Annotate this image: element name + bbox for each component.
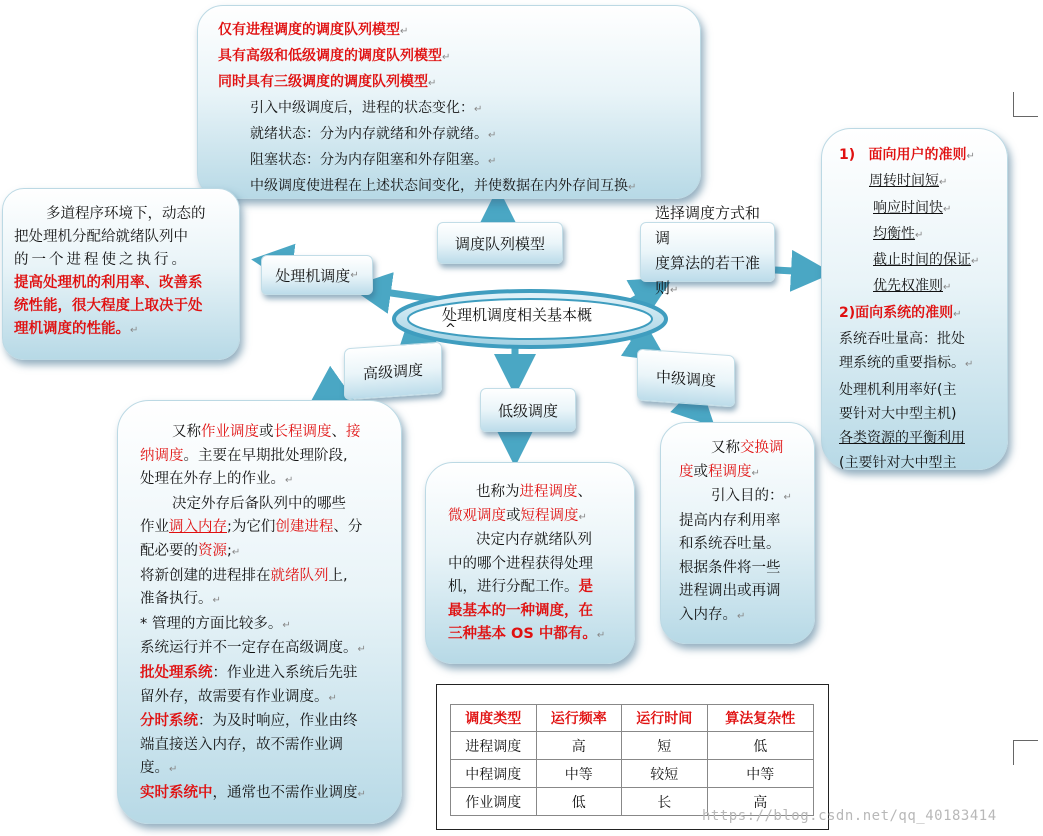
- table-header: 运行频率: [536, 705, 622, 732]
- text-span: 端直接送入内存，故不需作业调: [140, 736, 343, 753]
- text-span: 度: [679, 463, 694, 480]
- text-span: 入内存。: [679, 606, 737, 623]
- text-span: 又称: [172, 424, 201, 440]
- text-span: 留外存，故需要有作业调度。: [140, 688, 329, 705]
- text-span: 决定外存后备队列中的哪些: [172, 495, 346, 512]
- text-span: 、: [577, 484, 592, 500]
- mid-sched-box: 又称交换调 度或程调度↵ 引入目的：↵ 提高内存利用率 和系统吞吐量。 根据条件将一些 进程调出或再调 入内存。↵: [660, 422, 815, 644]
- text-span: 批处理系统: [140, 664, 213, 681]
- list-item: 均衡性: [873, 225, 915, 242]
- comparison-table: [450, 704, 814, 816]
- table-header: 算法复杂性: [707, 705, 814, 732]
- text-span: 调入内存: [169, 519, 227, 536]
- watermark: https://blog.csdn.net/qq_40183414: [702, 808, 997, 824]
- text-span: 微观调度: [448, 507, 506, 524]
- text-span: ;: [227, 542, 232, 559]
- list-item: 响应时间快: [873, 199, 943, 216]
- queue-model-box: 仅有进程调度的调度队列模型↵ 具有高级和低级调度的调度队列模型↵ 同时具有三级调度的调度队列模型↵ 引入中级调度后，进程的状态变化：↵ 就绪状态：分为内存就绪和外存就绪。↵ 阻塞状态：分为内存阻塞和外存阻塞。↵ 中级调度使进程在上述状态间变化，并使数据在内外存间互换↵: [197, 5, 701, 199]
- node-mid[interactable]: 中级调度: [637, 349, 735, 408]
- criteria-box: 1) 面向用户的准则↵ 周转时间短↵ 响应时间快↵ 均衡性↵ 截止时间的保证↵ 优先权准则↵ 2)面向系统的准则↵ 系统吞吐量高：批处 理系统的重要指标。↵ 处理机利用率好(主 要针对大中型主机) 各类资源的平衡利用 (主要针对大中型主: [821, 128, 1008, 470]
- text-line: 系统吞吐量高：批处: [839, 331, 965, 348]
- text-span: 准备执行。: [140, 591, 213, 608]
- node-queue-model[interactable]: 调度队列模型: [437, 222, 563, 264]
- text-line: 各类资源的平衡利用: [839, 430, 965, 447]
- text-span: 或: [506, 507, 521, 524]
- text-span: 三种基本 OS 中都有。: [448, 626, 597, 642]
- text-line: 的一个进程使之执行。: [14, 252, 189, 268]
- arrow-to-right: [775, 270, 812, 272]
- text-span: 、分: [333, 519, 363, 536]
- text-span: ;为它们: [227, 519, 276, 536]
- table-row: [451, 732, 814, 760]
- list-item: 优先权准则: [873, 278, 943, 295]
- list-item: 周转时间短: [869, 173, 939, 190]
- low-sched-box: 也称为进程调度、 微观调度或短程调度↵ 决定内存就绪队列 中的哪个进程获得处理 机，进行分配工作。是 最基本的一种调度，在 三种基本 OS 中都有。↵: [425, 462, 635, 664]
- text-line: 提高处理机的利用率、改善系: [14, 275, 203, 291]
- node-cpu-sched[interactable]: 处理机调度 ↵: [261, 255, 373, 295]
- table-cell: 高: [536, 732, 622, 760]
- text-line: 多道程序环境下，动态的: [46, 206, 206, 222]
- text-span: ：为及时响应，作业由终: [198, 713, 358, 730]
- text-span: 最基本的一种调度，在: [448, 602, 593, 619]
- table-header: 运行时间: [622, 705, 708, 732]
- table-cell: 低: [536, 788, 622, 816]
- text-span: 、: [331, 424, 346, 440]
- arrow-to-high-box: [325, 388, 335, 395]
- text-line: (主要针对大中型主: [839, 454, 957, 471]
- text-span: 将新创建的进程排在: [140, 567, 271, 584]
- text-span: 作业调度: [201, 424, 259, 440]
- table-cell: 短: [622, 732, 708, 760]
- text-span: 或: [693, 463, 708, 480]
- text-span: 上,: [328, 567, 348, 584]
- text-span: 根据条件将一些: [679, 559, 781, 576]
- cpu-sched-desc-box: 多道程序环境下，动态的 把处理机分配给就绪队列中 的一个进程使之执行。 提高处理机的利用率、改善系 统性能，很大程度上取决于处 理机调度的性能。↵: [2, 188, 240, 360]
- section-heading: 面向用户的准则: [868, 147, 967, 163]
- text-line: 统性能，很大程度上取决于处: [14, 298, 203, 314]
- table-cell: 中等: [707, 760, 814, 788]
- node-label: 选择调度方式和调: [655, 204, 761, 247]
- text-line: 同时具有三级调度的调度队列模型: [218, 74, 428, 90]
- section-heading: 2)面向系统的准则: [839, 304, 954, 321]
- table-cell: 作业调度: [451, 788, 537, 816]
- text-span: 处理在外存上的作业。: [140, 471, 285, 488]
- text-span: 纳调度: [140, 447, 184, 464]
- text-line: 阻塞状态：分为内存阻塞和外存阻塞。: [250, 152, 488, 168]
- node-label: 处理机调度: [275, 266, 351, 285]
- text-span: 长程调度: [273, 424, 332, 440]
- node-high[interactable]: 高级调度: [344, 342, 442, 401]
- center-label: 处理机调度相关基本概: [442, 306, 593, 324]
- text-line: 把处理机分配给就绪队列中: [14, 229, 188, 245]
- text-span: 配必要的: [140, 542, 198, 559]
- high-sched-box: 又称作业调度或长程调度、接 纳调度。主要在早期批处理阶段, 处理在外存上的作业。↵ 决定外存后备队列中的哪些 作业调入内存;为它们创建进程、分 配必要的资源;↵ 将新创建的进程排在就绪队列上, 准备执行。↵ * 管理的方面比较多。↵ 系统运行并不一定存在高级调度。↵ 批处理系统：作业进入系统后先驻 留外存，故需要有作业调度。↵ 分时系统：为及时响应，作业由终 端直接送入内存，故不需作业调 度。↵ 实时系统中，通常也不需作业调度↵: [117, 400, 402, 824]
- text-span: 是: [578, 579, 593, 595]
- list-item: 截止时间的保证: [873, 252, 971, 269]
- text-span: 系统运行并不一定存在高级调度。: [140, 640, 358, 657]
- text-line: 要针对大中型主机): [839, 405, 957, 422]
- text-span: 提高内存利用率: [679, 512, 781, 529]
- text-line: 中级调度使进程在上述状态间变化，并使数据在内外存间互换: [250, 178, 628, 194]
- text-span: 进程调出或再调: [679, 583, 781, 599]
- text-span: 度。: [140, 760, 169, 777]
- text-span: 就绪队列: [270, 567, 329, 584]
- table-cell: 高: [707, 788, 814, 816]
- text-span: 或: [259, 424, 274, 440]
- text-span: 和系统吞吐量。: [679, 536, 781, 552]
- table-cell: 进程调度: [451, 732, 537, 760]
- text-span: 短程调度: [520, 507, 579, 524]
- text-span: * 管理的方面比较多。: [140, 615, 283, 632]
- text-span: 接: [346, 424, 361, 440]
- table-cell: 低: [707, 732, 814, 760]
- list-number: 1): [839, 147, 856, 163]
- text-line: 具有高级和低级调度的调度队列模型: [218, 48, 442, 64]
- center-mark: ^: [445, 322, 456, 337]
- text-span: 机，进行分配工作。: [448, 579, 579, 595]
- text-span: 中的哪个进程获得处理: [448, 555, 593, 572]
- text-span: 决定内存就绪队列: [476, 532, 592, 548]
- table-cell: 长: [622, 788, 708, 816]
- text-span: 分时系统: [140, 713, 198, 730]
- node-criteria[interactable]: 选择调度方式和调 度算法的若干准则↵: [640, 222, 775, 282]
- text-span: 程调度: [708, 463, 752, 480]
- text-span: 创建进程: [275, 519, 334, 536]
- node-low[interactable]: 低级调度: [480, 388, 576, 432]
- text-span: 资源: [198, 542, 227, 559]
- table-cell: 中程调度: [451, 760, 537, 788]
- text-span: ：作业进入系统后先驻: [212, 664, 358, 681]
- node-label: 度算法的若干准则: [655, 254, 761, 297]
- table-header: 调度类型: [451, 705, 537, 732]
- text-span: ，通常也不需作业调度: [212, 784, 358, 801]
- text-span: 。主要在早期批处理阶段,: [183, 447, 348, 464]
- text-span: 实时系统中: [140, 784, 213, 801]
- text-line: 就绪状态：分为内存就绪和外存就绪。: [250, 126, 488, 142]
- text-span: 引入目的：: [711, 488, 784, 504]
- text-line: 处理机利用率好(主: [839, 381, 957, 398]
- text-span: 进程调度: [519, 484, 578, 500]
- table-row: [451, 760, 814, 788]
- table-cell: 中等: [536, 760, 622, 788]
- text-span: 又称: [711, 440, 740, 456]
- text-span: 也称为: [476, 484, 520, 500]
- text-span: 交换调: [740, 440, 784, 456]
- text-line: 引入中级调度后，进程的状态变化：: [250, 100, 474, 116]
- text-line: 理系统的重要指标。: [839, 355, 965, 372]
- text-line: 仅有进程调度的调度队列模型: [218, 22, 400, 38]
- text-span: 作业: [140, 519, 169, 536]
- text-line: 理机调度的性能。: [14, 321, 130, 337]
- table-cell: 较短: [622, 760, 708, 788]
